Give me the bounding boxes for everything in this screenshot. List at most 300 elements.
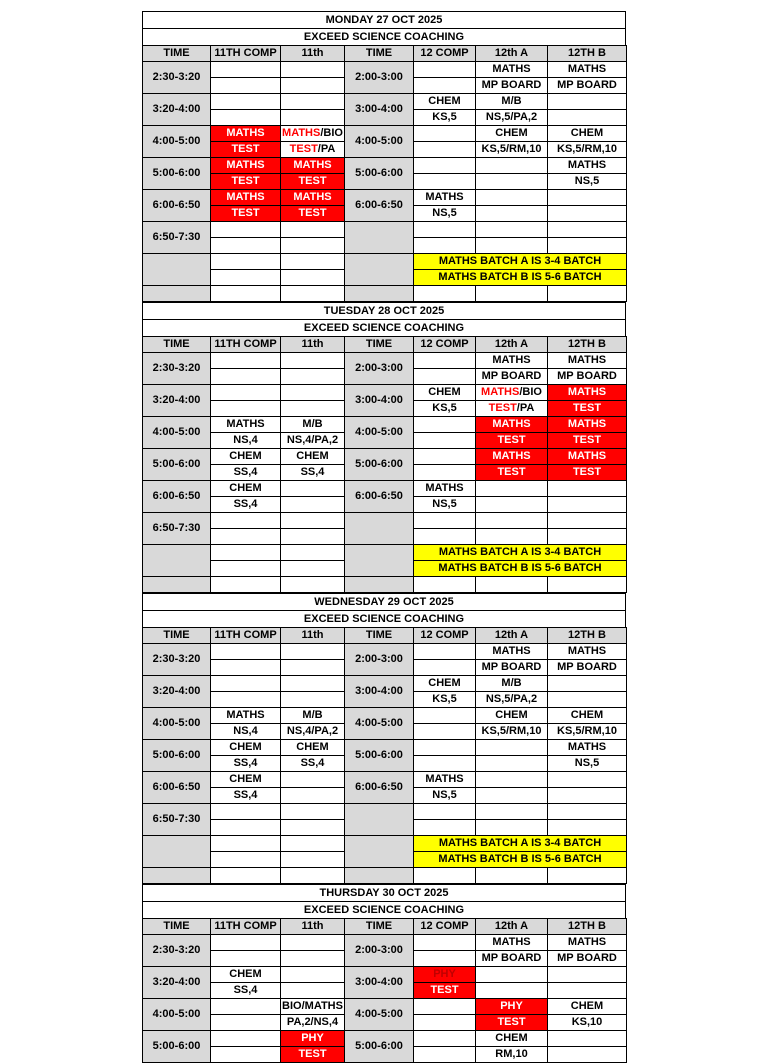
highlight-text: MATHS [282, 127, 321, 139]
schedule-cell [281, 676, 345, 692]
time-cell-right: 3:00-4:00 [345, 94, 414, 126]
highlight-text: TEST [289, 143, 318, 155]
schedule-cell: MATHS [281, 190, 345, 206]
schedule-cell: PHY [476, 999, 548, 1015]
blank-cell [476, 577, 548, 593]
schedule-cell: TEST [548, 433, 627, 449]
schedule-cell [281, 497, 345, 513]
schedule-cell [281, 951, 345, 967]
schedule-cell [548, 190, 627, 206]
time-cell-right: 3:00-4:00 [345, 676, 414, 708]
schedule-cell [414, 1047, 476, 1063]
blank-cell [476, 286, 548, 302]
time-cell-right [345, 222, 414, 254]
time-cell-left: 6:00-6:50 [143, 481, 211, 513]
blank-cell [548, 286, 627, 302]
table-row [143, 513, 627, 529]
schedule-cell: TEST [548, 465, 627, 481]
schedule-cell [414, 353, 476, 369]
table-row [143, 935, 627, 951]
day-schedule-table [142, 918, 627, 1063]
time-cell-right [345, 804, 414, 836]
schedule-cell [548, 94, 627, 110]
schedule-cell [414, 1031, 476, 1047]
schedule-cell: MATHS [548, 385, 627, 401]
schedule-cell [476, 481, 548, 497]
time-cell-left: 3:20-4:00 [143, 967, 211, 999]
schedule-cell [211, 820, 281, 836]
schedule-cell: CHEM [211, 967, 281, 983]
blank-cell [345, 868, 414, 884]
blank-cell [414, 577, 476, 593]
schedule-cell [211, 385, 281, 401]
cell-text: /PA [516, 402, 535, 414]
column-header: TIME [345, 628, 414, 644]
schedule-cell: MP BOARD [548, 78, 627, 94]
table-row [143, 676, 627, 692]
schedule-cell: MATHS [548, 644, 627, 660]
column-header: 11th [281, 628, 345, 644]
schedule-cell [414, 708, 476, 724]
schedule-cell: MATHS [476, 417, 548, 433]
schedule-cell [281, 804, 345, 820]
schedule-cell [476, 756, 548, 772]
column-header: 12th A [476, 919, 548, 935]
schedule-cell [476, 529, 548, 545]
schedule-cell [476, 804, 548, 820]
schedule-cell [476, 238, 548, 254]
blank-time-cell [345, 545, 414, 577]
schedule-cell: TEST [211, 206, 281, 222]
schedule-cell [281, 644, 345, 660]
schedule-cell: CHEM [476, 126, 548, 142]
time-cell-left: 6:50-7:30 [143, 222, 211, 254]
schedule-cell: KS,10 [548, 1015, 627, 1031]
schedule-cell: MATHS [476, 644, 548, 660]
schedule-cell: RM,10 [476, 1047, 548, 1063]
schedule-cell: SS,4 [281, 756, 345, 772]
blank-time-cell [143, 545, 211, 577]
schedule-cell [414, 951, 476, 967]
table-row [143, 708, 627, 724]
schedule-cell: MATHS [211, 126, 281, 142]
blank-cell [281, 577, 345, 593]
schedule-cell [548, 1031, 627, 1047]
schedule-cell [548, 529, 627, 545]
column-header: TIME [143, 337, 211, 353]
table-row [143, 158, 627, 174]
blank-cell [281, 868, 345, 884]
schedule-cell [414, 238, 476, 254]
blank-cell [281, 545, 345, 561]
schedule-cell [548, 676, 627, 692]
schedule-cell: CHEM [211, 481, 281, 497]
note-row [143, 545, 627, 561]
schedule-cell [281, 772, 345, 788]
header-row [143, 337, 627, 353]
schedule-cell [414, 417, 476, 433]
schedule-cell: TEST [548, 401, 627, 417]
column-header: 12 COMP [414, 46, 476, 62]
schedule-cell: NS,5 [548, 756, 627, 772]
schedule-cell: TEST [476, 465, 548, 481]
schedule-cell [281, 983, 345, 999]
schedule-cell [281, 94, 345, 110]
blank-cell [211, 561, 281, 577]
blank-cell [281, 836, 345, 852]
schedule-cell: MATHS [548, 353, 627, 369]
table-row [143, 94, 627, 110]
table-row [143, 190, 627, 206]
schedule-cell: MATHS [414, 772, 476, 788]
spacer-row [143, 286, 627, 302]
time-cell-left: 6:50-7:30 [143, 513, 211, 545]
schedule-cell [211, 353, 281, 369]
schedule-cell [281, 481, 345, 497]
schedule-cell: KS,5 [414, 110, 476, 126]
schedule-cell: CHEM [414, 94, 476, 110]
schedule-cell [281, 78, 345, 94]
cell-text: /BIO [320, 127, 343, 139]
table-row [143, 999, 627, 1015]
schedule-cell: SS,4 [211, 788, 281, 804]
column-header: 11TH COMP [211, 628, 281, 644]
blank-cell [143, 286, 211, 302]
schedule-cell [211, 529, 281, 545]
schedule-cell [211, 222, 281, 238]
table-row [143, 417, 627, 433]
schedule-cell: PA,2/NS,4 [281, 1015, 345, 1031]
schedule-cell: KS,5 [414, 401, 476, 417]
schedule-cell [548, 110, 627, 126]
schedule-cell: TEST [476, 433, 548, 449]
time-cell-right: 5:00-6:00 [345, 1031, 414, 1063]
highlight-text: MATHS [481, 386, 520, 398]
schedule-cell [414, 935, 476, 951]
schedule-cell [414, 724, 476, 740]
schedule-cell [548, 481, 627, 497]
schedule-cell [414, 369, 476, 385]
blank-cell [211, 577, 281, 593]
schedule-cell: KS,5/RM,10 [476, 142, 548, 158]
day-title: WEDNESDAY 29 OCT 2025 [142, 593, 626, 610]
schedule-cell [414, 740, 476, 756]
schedule-cell: MATHS [476, 935, 548, 951]
schedule-cell [476, 820, 548, 836]
schedule-cell: CHEM [548, 126, 627, 142]
schedule-cell [548, 983, 627, 999]
schedule-cell: MATHS [211, 708, 281, 724]
schedule-cell [548, 497, 627, 513]
schedule-cell: NS,5 [414, 788, 476, 804]
schedule-cell [281, 369, 345, 385]
schedule-cell: MATHS [211, 417, 281, 433]
schedule-cell: TEST [211, 174, 281, 190]
schedule-cell: NS,4/PA,2 [281, 433, 345, 449]
schedule-cell [211, 1047, 281, 1063]
schedule-cell: CHEM [548, 708, 627, 724]
blank-cell [281, 852, 345, 868]
table-row [143, 804, 627, 820]
schedule-cell [211, 94, 281, 110]
schedule-cell [476, 967, 548, 983]
column-header: TIME [143, 628, 211, 644]
table-row [143, 385, 627, 401]
schedule-cell: MATHS [414, 481, 476, 497]
time-cell-right: 4:00-5:00 [345, 126, 414, 158]
schedule-cell [211, 644, 281, 660]
time-cell-right: 2:00-3:00 [345, 935, 414, 967]
time-cell-right: 2:00-3:00 [345, 353, 414, 385]
schedule-cell [211, 62, 281, 78]
schedule-cell [414, 449, 476, 465]
schedule-cell: TEST [281, 174, 345, 190]
blank-cell [281, 286, 345, 302]
schedule-cell [281, 353, 345, 369]
day-title: TUESDAY 28 OCT 2025 [142, 302, 626, 319]
schedule-cell: MATHS [548, 935, 627, 951]
schedule-cell: CHEM [211, 772, 281, 788]
header-row [143, 919, 627, 935]
schedule-cell [281, 142, 345, 158]
time-cell-left: 6:00-6:50 [143, 772, 211, 804]
column-header: TIME [143, 46, 211, 62]
table-row [143, 1031, 627, 1047]
schedule-cell [548, 804, 627, 820]
blank-cell [211, 270, 281, 286]
column-header: 11th [281, 337, 345, 353]
schedule-cell: M/B [281, 708, 345, 724]
schedule-cell [414, 433, 476, 449]
schedule-cell [281, 238, 345, 254]
schedule-cell [414, 513, 476, 529]
table-row [143, 62, 627, 78]
batch-note: MATHS BATCH B IS 5-6 BATCH [414, 561, 627, 577]
schedule-cell [211, 660, 281, 676]
batch-note: MATHS BATCH A IS 3-4 BATCH [414, 836, 627, 852]
timetable-sheet [142, 11, 626, 1063]
schedule-cell: NS,5 [414, 497, 476, 513]
blank-cell [211, 286, 281, 302]
schedule-cell: NS,4 [211, 433, 281, 449]
schedule-cell: TEST [414, 983, 476, 999]
column-header: 11TH COMP [211, 46, 281, 62]
schedule-cell [281, 385, 345, 401]
schedule-cell [548, 1047, 627, 1063]
schedule-cell [476, 401, 548, 417]
schedule-cell: PHY [281, 1031, 345, 1047]
blank-cell [548, 868, 627, 884]
schedule-cell: MATHS [211, 158, 281, 174]
column-header: 12th A [476, 337, 548, 353]
header-row [143, 46, 627, 62]
schedule-cell [281, 110, 345, 126]
schedule-cell: BIO/MATHS [281, 999, 345, 1015]
schedule-cell [281, 401, 345, 417]
time-cell-left: 2:30-3:20 [143, 62, 211, 94]
column-header: 11th [281, 919, 345, 935]
time-cell-left: 5:00-6:00 [143, 1031, 211, 1063]
schedule-cell [476, 222, 548, 238]
schedule-cell: NS,5 [414, 206, 476, 222]
blank-cell [345, 286, 414, 302]
schedule-cell: TEST [211, 142, 281, 158]
column-header: 11TH COMP [211, 337, 281, 353]
schedule-cell: KS,5/RM,10 [476, 724, 548, 740]
schedule-cell: SS,4 [211, 465, 281, 481]
column-header: 12 COMP [414, 919, 476, 935]
schedule-cell: MATHS [548, 449, 627, 465]
blank-cell [414, 868, 476, 884]
schedule-cell [548, 967, 627, 983]
schedule-cell [281, 935, 345, 951]
coaching-name: EXCEED SCIENCE COACHING [142, 901, 626, 918]
batch-note: MATHS BATCH A IS 3-4 BATCH [414, 254, 627, 270]
blank-cell [281, 254, 345, 270]
time-cell-left: 3:20-4:00 [143, 94, 211, 126]
column-header: 12 COMP [414, 628, 476, 644]
schedule-cell: MATHS [548, 417, 627, 433]
time-cell-right: 2:00-3:00 [345, 644, 414, 676]
schedule-cell [281, 788, 345, 804]
day-schedule-table [142, 336, 627, 593]
schedule-cell: MP BOARD [476, 78, 548, 94]
schedule-cell [414, 660, 476, 676]
schedule-cell [211, 1015, 281, 1031]
blank-cell [211, 836, 281, 852]
column-header: TIME [345, 919, 414, 935]
time-cell-left: 4:00-5:00 [143, 126, 211, 158]
schedule-cell [211, 999, 281, 1015]
schedule-cell [548, 692, 627, 708]
batch-note: MATHS BATCH B IS 5-6 BATCH [414, 270, 627, 286]
schedule-cell: MP BOARD [548, 369, 627, 385]
time-cell-right: 4:00-5:00 [345, 999, 414, 1031]
schedule-cell: CHEM [211, 740, 281, 756]
column-header: 12TH B [548, 46, 627, 62]
schedule-cell [476, 174, 548, 190]
table-row [143, 740, 627, 756]
batch-note: MATHS BATCH A IS 3-4 BATCH [414, 545, 627, 561]
schedule-cell [476, 158, 548, 174]
time-cell-left: 5:00-6:00 [143, 449, 211, 481]
schedule-cell [476, 206, 548, 222]
schedule-cell: SS,4 [211, 983, 281, 999]
schedule-cell [211, 110, 281, 126]
schedule-cell: SS,4 [211, 497, 281, 513]
time-cell-right: 4:00-5:00 [345, 417, 414, 449]
schedule-cell [211, 369, 281, 385]
schedule-cell: MATHS [281, 158, 345, 174]
highlight-text: TEST [488, 402, 517, 414]
blank-cell [143, 577, 211, 593]
schedule-cell [414, 78, 476, 94]
schedule-cell: MATHS [476, 62, 548, 78]
blank-time-cell [345, 254, 414, 286]
time-cell-right [345, 513, 414, 545]
schedule-cell: NS,5/PA,2 [476, 692, 548, 708]
table-row [143, 644, 627, 660]
schedule-cell: MATHS [548, 158, 627, 174]
table-row [143, 481, 627, 497]
schedule-cell: NS,4/PA,2 [281, 724, 345, 740]
coaching-name: EXCEED SCIENCE COACHING [142, 319, 626, 336]
schedule-cell [281, 660, 345, 676]
schedule-cell [211, 951, 281, 967]
blank-cell [476, 868, 548, 884]
time-cell-left: 3:20-4:00 [143, 385, 211, 417]
schedule-cell [414, 820, 476, 836]
time-cell-right: 2:00-3:00 [345, 62, 414, 94]
time-cell-right: 6:00-6:50 [345, 481, 414, 513]
time-cell-left: 6:50-7:30 [143, 804, 211, 836]
schedule-cell [281, 529, 345, 545]
schedule-cell: MP BOARD [476, 660, 548, 676]
column-header: 12TH B [548, 628, 627, 644]
batch-note: MATHS BATCH B IS 5-6 BATCH [414, 852, 627, 868]
table-row [143, 353, 627, 369]
schedule-cell: M/B [281, 417, 345, 433]
schedule-cell: M/B [476, 94, 548, 110]
spacer-row [143, 577, 627, 593]
schedule-cell: MATHS [548, 62, 627, 78]
blank-cell [211, 868, 281, 884]
schedule-cell: MATHS [476, 449, 548, 465]
schedule-cell: TEST [281, 206, 345, 222]
schedule-cell [211, 1031, 281, 1047]
blank-cell [211, 852, 281, 868]
schedule-cell [281, 62, 345, 78]
blank-cell [211, 545, 281, 561]
coaching-name: EXCEED SCIENCE COACHING [142, 28, 626, 45]
schedule-cell: MATHS [548, 740, 627, 756]
blank-time-cell [143, 836, 211, 868]
time-cell-left: 2:30-3:20 [143, 353, 211, 385]
schedule-cell: SS,4 [211, 756, 281, 772]
schedule-cell: MATHS [414, 190, 476, 206]
schedule-cell: PHY [414, 967, 476, 983]
column-header: 12 COMP [414, 337, 476, 353]
time-cell-left: 5:00-6:00 [143, 740, 211, 772]
schedule-cell [211, 692, 281, 708]
schedule-cell [211, 513, 281, 529]
schedule-cell: CHEM [476, 708, 548, 724]
schedule-cell [548, 772, 627, 788]
schedule-cell [414, 158, 476, 174]
blank-cell [143, 868, 211, 884]
spacer-row [143, 868, 627, 884]
schedule-cell [414, 174, 476, 190]
day-title: MONDAY 27 OCT 2025 [142, 11, 626, 28]
column-header: 12TH B [548, 337, 627, 353]
column-header: TIME [345, 46, 414, 62]
cell-text: /PA [317, 143, 336, 155]
schedule-cell: NS,4 [211, 724, 281, 740]
schedule-cell [414, 465, 476, 481]
schedule-cell [414, 644, 476, 660]
day-schedule-table [142, 45, 627, 302]
blank-cell [345, 577, 414, 593]
schedule-cell [281, 126, 345, 142]
schedule-cell [211, 935, 281, 951]
schedule-cell: CHEM [476, 1031, 548, 1047]
schedule-cell [414, 804, 476, 820]
schedule-cell: CHEM [548, 999, 627, 1015]
schedule-cell [548, 820, 627, 836]
time-cell-left: 2:30-3:20 [143, 935, 211, 967]
time-cell-right: 3:00-4:00 [345, 385, 414, 417]
column-header: 12TH B [548, 919, 627, 935]
